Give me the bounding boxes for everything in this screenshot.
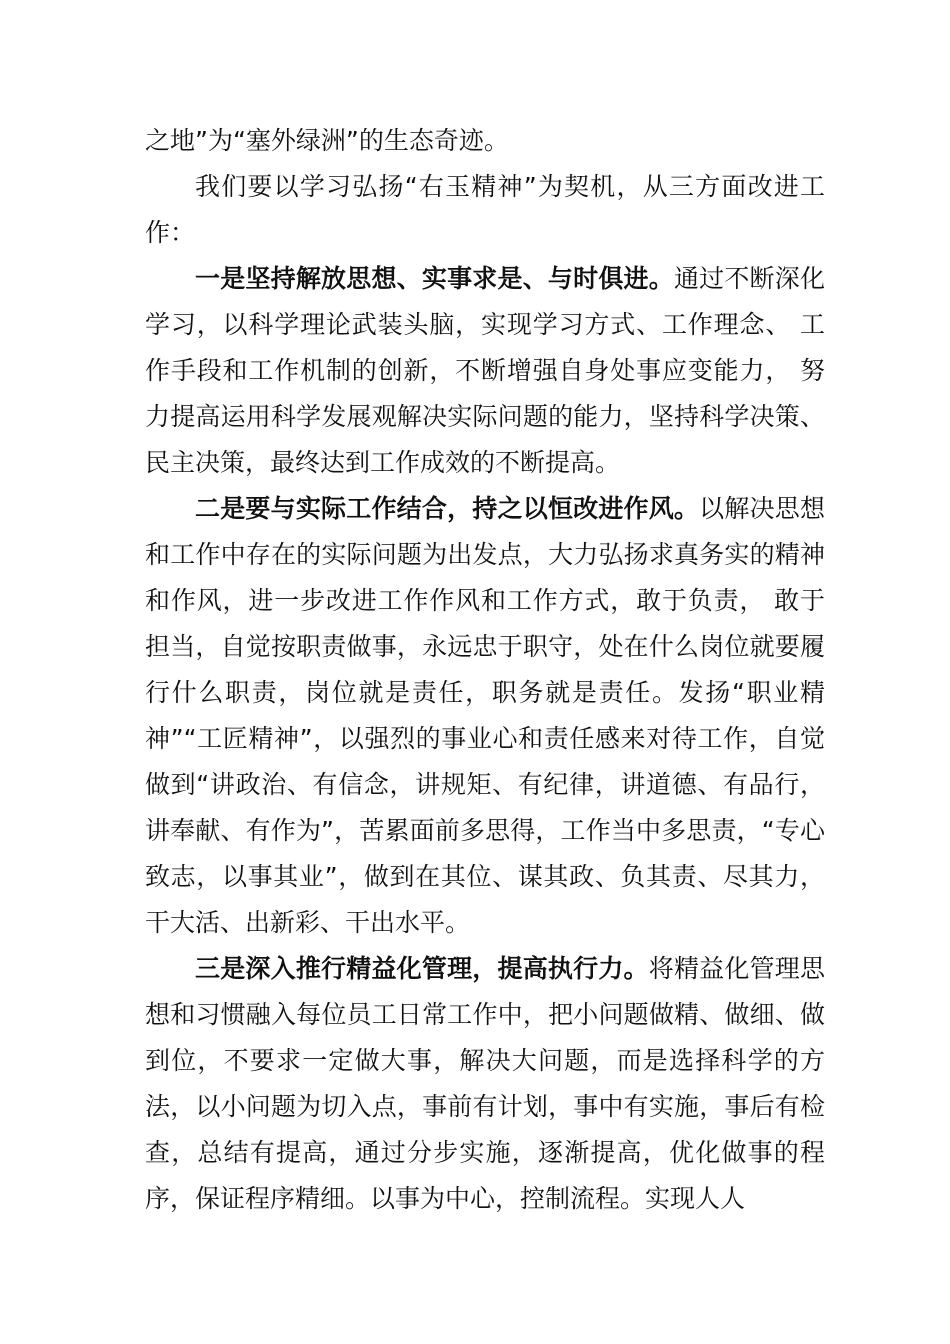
paragraph-lead-heading: 一是坚持解放思想、实事求是、与时俱进。 (195, 264, 674, 293)
paragraph-point-two (145, 486, 825, 946)
paragraph-lead-heading: 二是要与实际工作结合，持之以恒改进作风。 (195, 494, 700, 523)
paragraph-point-one (145, 256, 825, 486)
paragraph-intro (145, 164, 825, 256)
paragraph-text: 以解决思想和工作中存在的实际问题为出发点，大力弘扬求真务实的精神和作风，进一步改进工作作风和工作方式，敢于负责， 敢于担当，自觉按职责做事，永远忠于职守，处在什么岗位就要履行什么职责，岗位就是责任，职务就是责任。发扬“职业精神”“工匠精神”，以强烈的事业心和责任感来对待工作，自觉做到“讲政治、有信念，讲规矩、有纪律，讲道德、有品行，讲奉献、有作为”，苦累面前多思得，工作当中多思责，“专心致志，以事其业”，做到在其位、谋其政、负其责、尽其力，干大活、出新彩、干出水平。 (145, 494, 825, 937)
paragraph-text: 将精益化管理思想和习惯融入每位员工日常工作中，把小问题做精、做细、做到位，不要求一定做大事，解决大问题，而是选择科学的方法，以小问题为切入点，事前有计划，事中有实施，事后有检查，总结有提高，通过分步实施，逐渐提高，优化做事的程序，保证程序精细。以事为中心，控制流程。实现人人 (145, 954, 825, 1213)
paragraph-lead-heading: 三是深入推行精益化管理，提高执行力。 (195, 954, 649, 983)
paragraph-text: 我们要以学习弘扬“右玉精神”为契机，从三方面改进工作： (145, 172, 825, 247)
paragraph-continuation (145, 118, 825, 164)
paragraph-text: 之地”为“塞外绿洲”的生态奇迹。 (145, 126, 509, 155)
paragraph-text: 通过不断深化学习，以科学理论武装头脑，实现学习方式、工作理念、 工作手段和工作机制的创新，不断增强自身处事应变能力， 努力提高运用科学发展观解决实际问题的能力，坚持科学决策、民主决策，最终达到工作成效的不断提高。 (145, 264, 825, 477)
document-body (145, 118, 825, 1222)
paragraph-point-three (145, 946, 825, 1222)
